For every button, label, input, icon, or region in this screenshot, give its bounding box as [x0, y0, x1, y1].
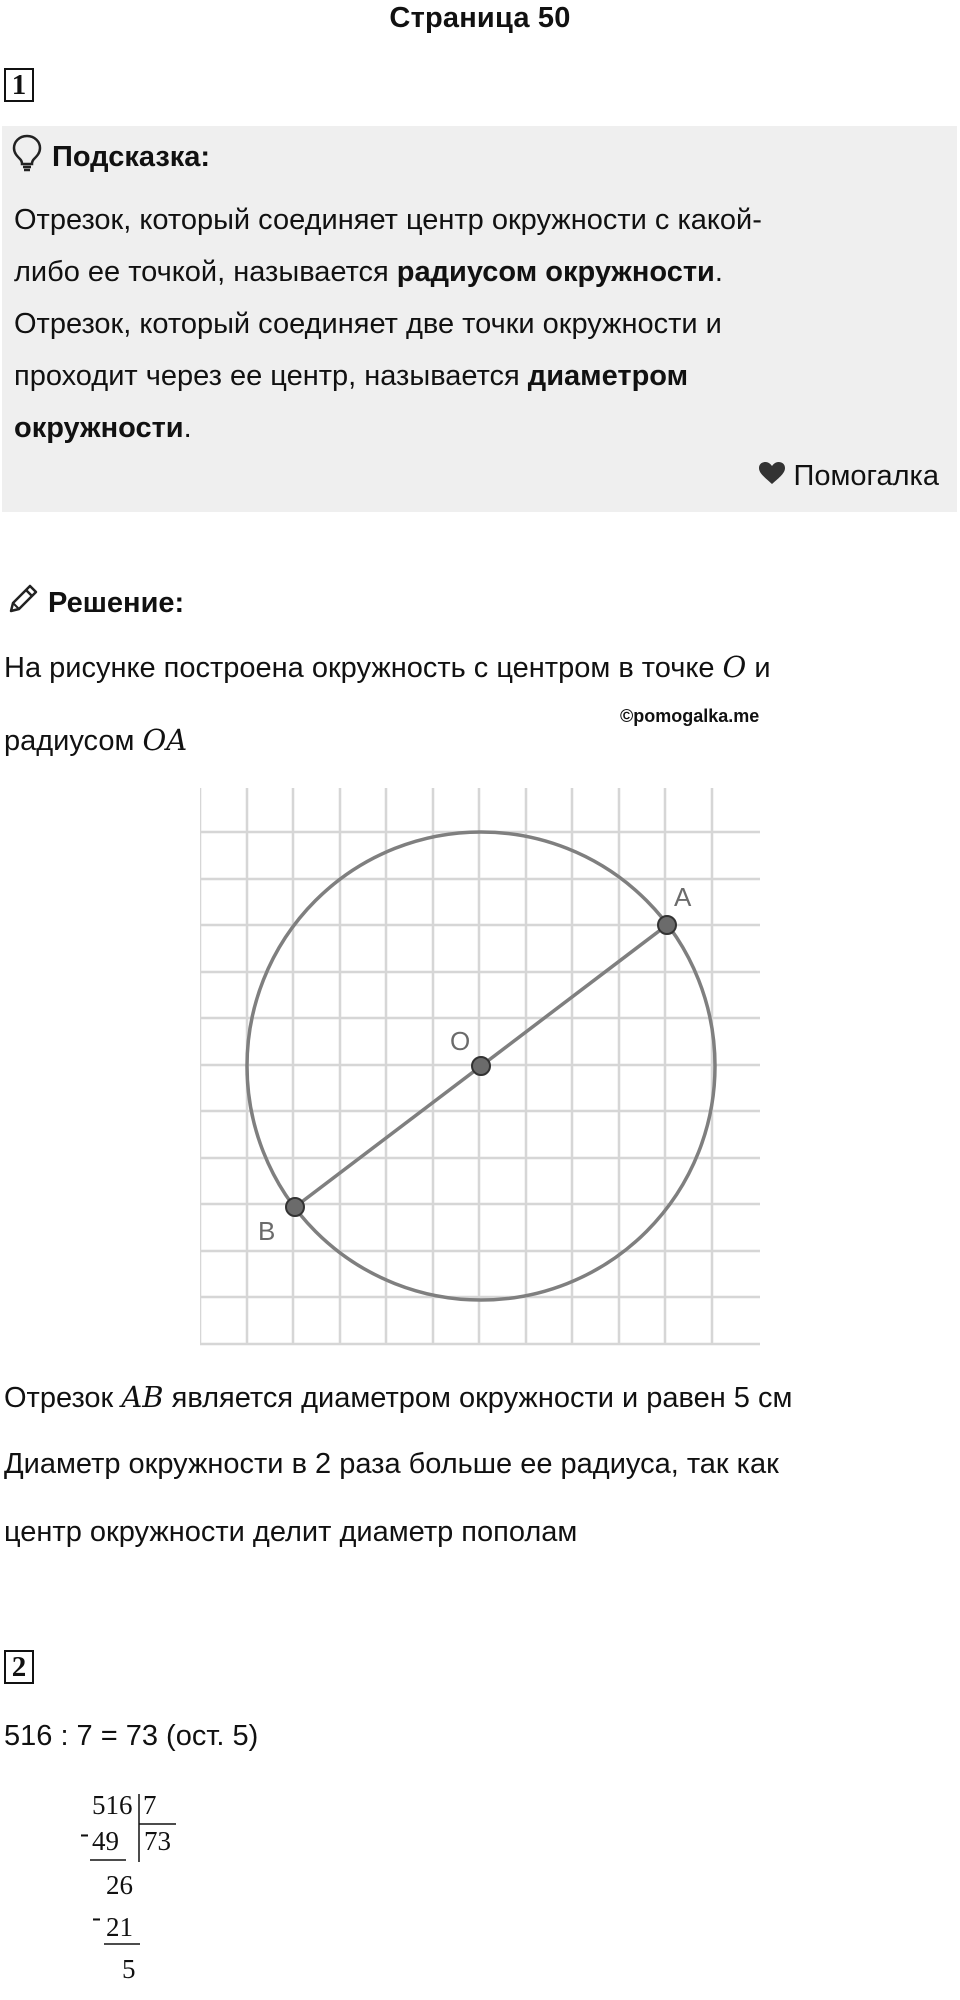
task-2-number: 2: [4, 1650, 34, 1684]
point-a: [658, 916, 676, 934]
brand: [758, 460, 939, 493]
point-b: [286, 1198, 304, 1216]
label-b: B: [258, 1216, 276, 1246]
pencil-icon: [6, 582, 40, 624]
hint-text: [14, 194, 914, 454]
minus-sign-2: -: [92, 1902, 101, 1932]
var-o: O: [722, 650, 747, 684]
label-a: A: [674, 882, 692, 912]
task-1-number: 1: [4, 68, 34, 102]
hint-line-5: окружности.: [14, 412, 192, 444]
solution-label: Решение:: [48, 586, 185, 619]
final-remainder: 5: [122, 1954, 136, 1984]
hint-line-4: проходит через ее центр, называется диаметром: [14, 360, 689, 392]
remainder-1: 26: [106, 1870, 133, 1900]
subtrahend-1: 49: [92, 1826, 119, 1856]
solution-paragraph-4: Диаметр окружности в 2 раза больше ее радиуса, так как: [4, 1448, 779, 1480]
point-o: [472, 1057, 490, 1075]
term-radius: радиусом окружности: [396, 256, 715, 288]
solution-paragraph-1: На рисунке построена окружность с центром в точке O и: [4, 650, 771, 684]
hint-box: [2, 126, 957, 512]
heart-icon: [758, 460, 786, 493]
brand-name: Помогалка: [793, 460, 939, 492]
var-ab: AB: [121, 1380, 164, 1414]
label-o: O: [450, 1026, 471, 1056]
dividend: 516: [92, 1790, 133, 1820]
lightbulb-icon: [12, 134, 42, 180]
hint-line-2: либо ее точкой, называется радиусом окружности.: [14, 256, 723, 288]
circle-figure: [200, 788, 762, 1348]
var-oa: OA: [142, 723, 188, 757]
term-diameter: диаметром: [527, 360, 689, 392]
subtrahend-2: 21: [106, 1912, 133, 1942]
term-circle: окружности: [14, 412, 184, 444]
minus-sign-1: -: [80, 1818, 89, 1848]
solution-paragraph-3: Отрезок AB является диаметром окружности и равен 5 см: [4, 1380, 793, 1414]
watermark: ©pomogalka.me: [620, 706, 760, 726]
solution-paragraph-5: центр окружности делит диаметр пополам: [4, 1516, 578, 1548]
page-title: Страница 50: [389, 2, 571, 34]
long-division: [70, 1790, 210, 1990]
hint-label: Подсказка:: [52, 140, 211, 173]
quotient: 73: [144, 1826, 171, 1856]
division-lines: [70, 1790, 210, 1990]
hint-line-1: Отрезок, который соединяет центр окружности с какой-: [14, 204, 762, 236]
task-2-equation: 516 : 7 = 73 (ост. 5): [4, 1720, 259, 1752]
divisor: 7: [143, 1790, 157, 1820]
solution-header: [6, 582, 184, 624]
hint-header: [12, 134, 210, 180]
solution-paragraph-2: радиусом OA: [4, 723, 188, 757]
hint-line-3: Отрезок, который соединяет две точки окружности и: [14, 308, 722, 340]
